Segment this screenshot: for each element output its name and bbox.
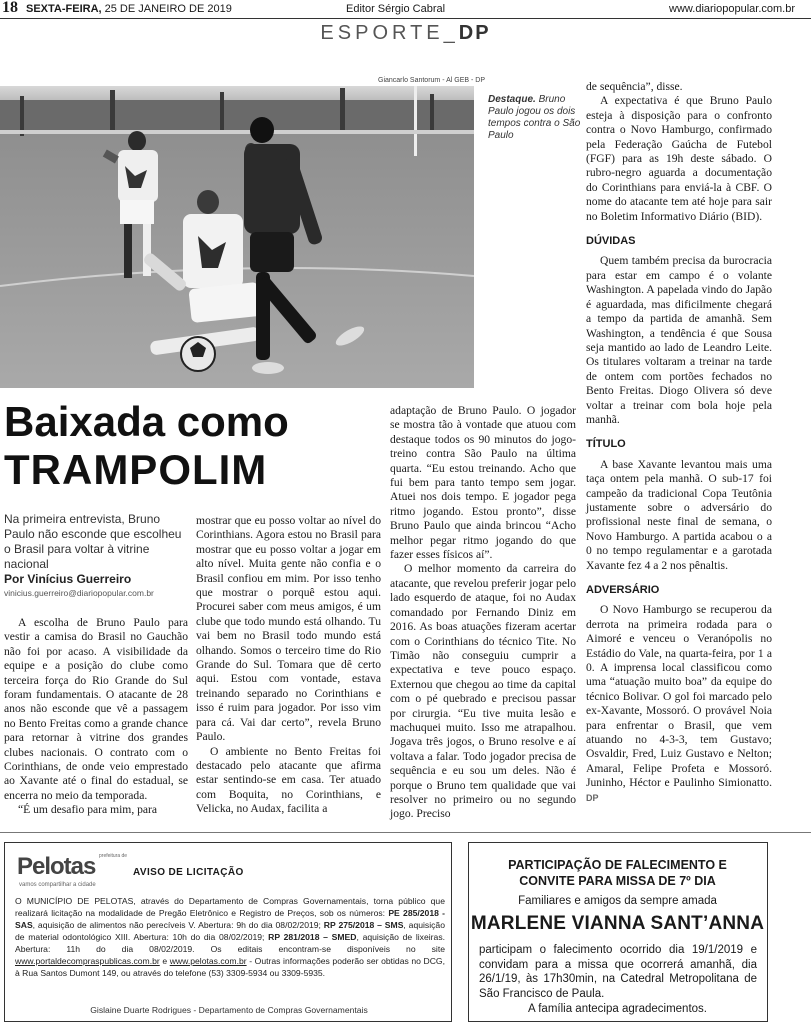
deceased-name: MARLENE VIANNA SANT’ANNA [470,913,765,934]
subhead-duvidas: DÚVIDAS [586,235,636,248]
notice-body: O MUNICÍPIO DE PELOTAS, através do Departamento de Compras Governamentais, torna público que realizará licitação na modalidade de Pregão Eletrônico e Registro de Preços, sob os números: PE 285/2018 - SAS, aquisição de alimentos não perecíveis V. Abertura: 9h do dia 08/02/2019; RP 275/2018 – SMS, aquisição de material odontológico XIII. Abertura: 10h do dia 08/02/2019; RP 281/2018 – SMED, aquisição de lixeiras. Abertura: 11h do dia 08/02/2019. Os editais encontram-se disponíveis no site www.portaldecompraspublicas.com.br e www.pelotas.com.br - Outras informações poderão ser obtidas no DCG, à Rua Santos Dumont 149, ou através do telefone (53) 3309-5934 ou 3309-5935. [15,896,446,978]
obituary-notice [468,842,768,1022]
obituary-subtitle: Familiares e amigos da sempre amada [518,895,717,907]
bid-notice [4,842,452,1022]
article-column-3: adaptação de Bruno Paulo. O jogador se mostra tão à vontade que atuou com destaque todos os 90 minutos do jogo-treino contra São Paulo na última quarta. “Eu estou treinando. Acho que fui bem para tanto tempo sem jogar. Atuei nos dois tempo. E jogador pega ritmo jogando. Estou pronto”, disse Bruno Paulo que ainda brincou “Acho melhor pegar ritmo jogando do que fazer esses físicos aí”. O melhor momento da carreira do atacante, que revelou preferir jogar pelo lado esquerdo de ataque, foi no Audax comandado por Fernando Diniz em 2016. As boas atuações fizeram acertar com o Corinthians do técnico Tite. No Timão não conseguiu cumprir a expectativa e teve pouco espaço. Externou que chegou ao time da capital com o pé quebrado e precisou passar por cirurgia. “Eu tive muita lesão e machuquei muito. Isso me atrapalhou. Jogava três jogos, o Bruno resolve e aí voltava a falar. Todo jogador precisa de sequência e eu sou um deles. Não é porque o Bruno tem qualidade que vai resolver no primeiro ou no segundo jogo. Preciso [390,404,576,821]
page-number: 18 [2,0,18,16]
photo-credit: Giancarlo Santorum - Al GEB - DP [378,77,485,84]
obituary-closing: A família antecipa agradecimentos. [528,1003,707,1015]
link-pelotas[interactable]: www.pelotas.com.br [169,956,247,966]
notice-signature: Gislaine Duarte Rodrigues - Departamento de Compras Governamentais [90,1005,368,1015]
article-column-2: mostrar que eu posso voltar ao nível do Corinthians. Agora estou no Brasil para mostrar que eu posso voltar a jogar em alto nível. Muita gente não confia e o Brasil confiou em mim. Por isso tenho que mostrar o porquê estou aqui. Procurei saber com meus amigos, é um clube que todo mundo está olhando. Tu vai bem no Brasil todo mundo está olhando. Somos o terceiro time do Rio Grande do Sul. Tomara que dê certo aqui. Estou com vontade, estava treinando separado no Corinthians e isso é ruim para jogador. Por isso vim para cá. Vai dar certo”, revela Bruno Paulo. O ambiente no Bento Freitas foi destacado pelo atacante que afirma estar sentindo-se em casa. Ter atuado com Boquita, no Corinthians, e Velicka, no Audax, facilita a [196,514,381,816]
article-column-4: de sequência”, disse. A expectativa é que Bruno Paulo esteja à disposição para o confronto contra o Novo Hamburgo, confirmado pela Federação Gaúcha de Futebol (FGF) para as 19h deste sábado. O rubro-negro aguarda a documentação do Corinthians para enviá-la à CBF. O nome do atacante tem até hoje para sair no Boletim Informativo Diário (BID). DÚVIDAS Quem também precisa da burocracia para estar em campo é o volante Washington. A papelada vindo do Japão é aguardada, mas dificilmente chegará a tempo da partida de amanhã. Sem Washington, a tendência é que Sousa seja mantido ao lado de Leandro Leite. Os titulares voltaram a treinar na tarde de ontem com portões fechados no Bento Freitas. Diogo Olivera só deve voltar a treinar com bola hoje pela manhã. TÍTULO A base Xavante levantou mais uma taça ontem pela manhã. O sub-17 foi campeão da tradicional Copa Teutônia justamente sobre o adversário do profissional neste final de semana, o Novo Hamburgo. A partida acabou o a 0 no tempo regulamentar e a garotada Xavante fez 4 a 2 nos pênaltis. ADVERSÁRIO O Novo Hamburgo se recuperou da derrota na primeira rodada para o Aimoré e venceu o Veranópolis no Estádio do Vale, na quarta-feira, por 1 a 0. A imprensa local classificou como uma “atuação muito boa” da equipe do técnico Bolivar. O gol foi marcado pelo ex-Xavante, Mossoró. O provável Noia para enfrentar o Brasil, que vem atuando no 4-3-3, tem Gustavo; Osvaldir, Fred, Luiz Gustavo e Nelton; Amaral, Felipe Profeta e Mossoró. Juninho, Héctor e Paulinho Simionatto. DP [586,80,772,803]
match-photo [0,86,474,388]
obituary-title: PARTICIPAÇÃO DE FALECIMENTO E CONVITE PARA MISSA DE 7º DIA [508,858,727,888]
article-deck: Na primeira entrevista, Bruno Paulo não esconde que escolheu o Brasil para voltar à vitrine nacional [4,512,182,571]
link-portal-compras[interactable]: www.portaldecompraspublicas.com.br [15,956,160,966]
section-title: ESPORTE_DP [320,22,491,44]
pelotas-logo: Pelotas prefeitura de vamos compartilhar a cidade [17,853,128,888]
headline: Baixada como TRAMPOLIM [4,398,289,493]
subhead-adversario: ADVERSÁRIO [586,584,660,596]
end-mark: DP [586,792,599,803]
subhead-titulo: TÍTULO [586,438,626,451]
issue-date: SEXTA-FEIRA, 25 DE JANEIRO DE 2019 [26,3,232,15]
football-players-image [0,86,474,388]
editor-name: Editor Sérgio Cabral [346,3,446,15]
notice-title: AVISO DE LICITAÇÃO [133,867,244,878]
photo-caption: Destaque. Bruno Paulo jogou os dois tempos contra o São Paulo [488,94,581,141]
author-email[interactable]: vinicius.guerreiro@diariopopular.com.br [4,588,154,598]
article-column-1: A escolha de Bruno Paulo para vestir a camisa do Brasil no Gauchão não foi por acaso. A visibilidade da equipe e a posição do clube como terceira força do Rio Grande do Sul foram fundamentais. O atacante de 28 anos não esconde que vê a passagem no Bento Freitas como a grande chance para retornar à vitrine dos grandes clubes nacionais. O contrato com o Corinthians, de onde veio emprestado ao Xavante até o final do estadual, se encerra no meio da temporada. “É um desafio para mim, para [4,616,188,817]
byline: Por Vinícius Guerreiro [4,572,132,586]
obituary-body: participam o falecimento ocorrido dia 19/1/2019 e convidam para a missa que ocorrerá amanhã, dia 26/1/19, às 17h30min, na Catedral Metropolitana de São Francisco de Paula. [479,944,757,1000]
site-url[interactable]: www.diariopopular.com.br [669,3,795,15]
page-header [0,0,811,19]
divider [0,832,811,833]
